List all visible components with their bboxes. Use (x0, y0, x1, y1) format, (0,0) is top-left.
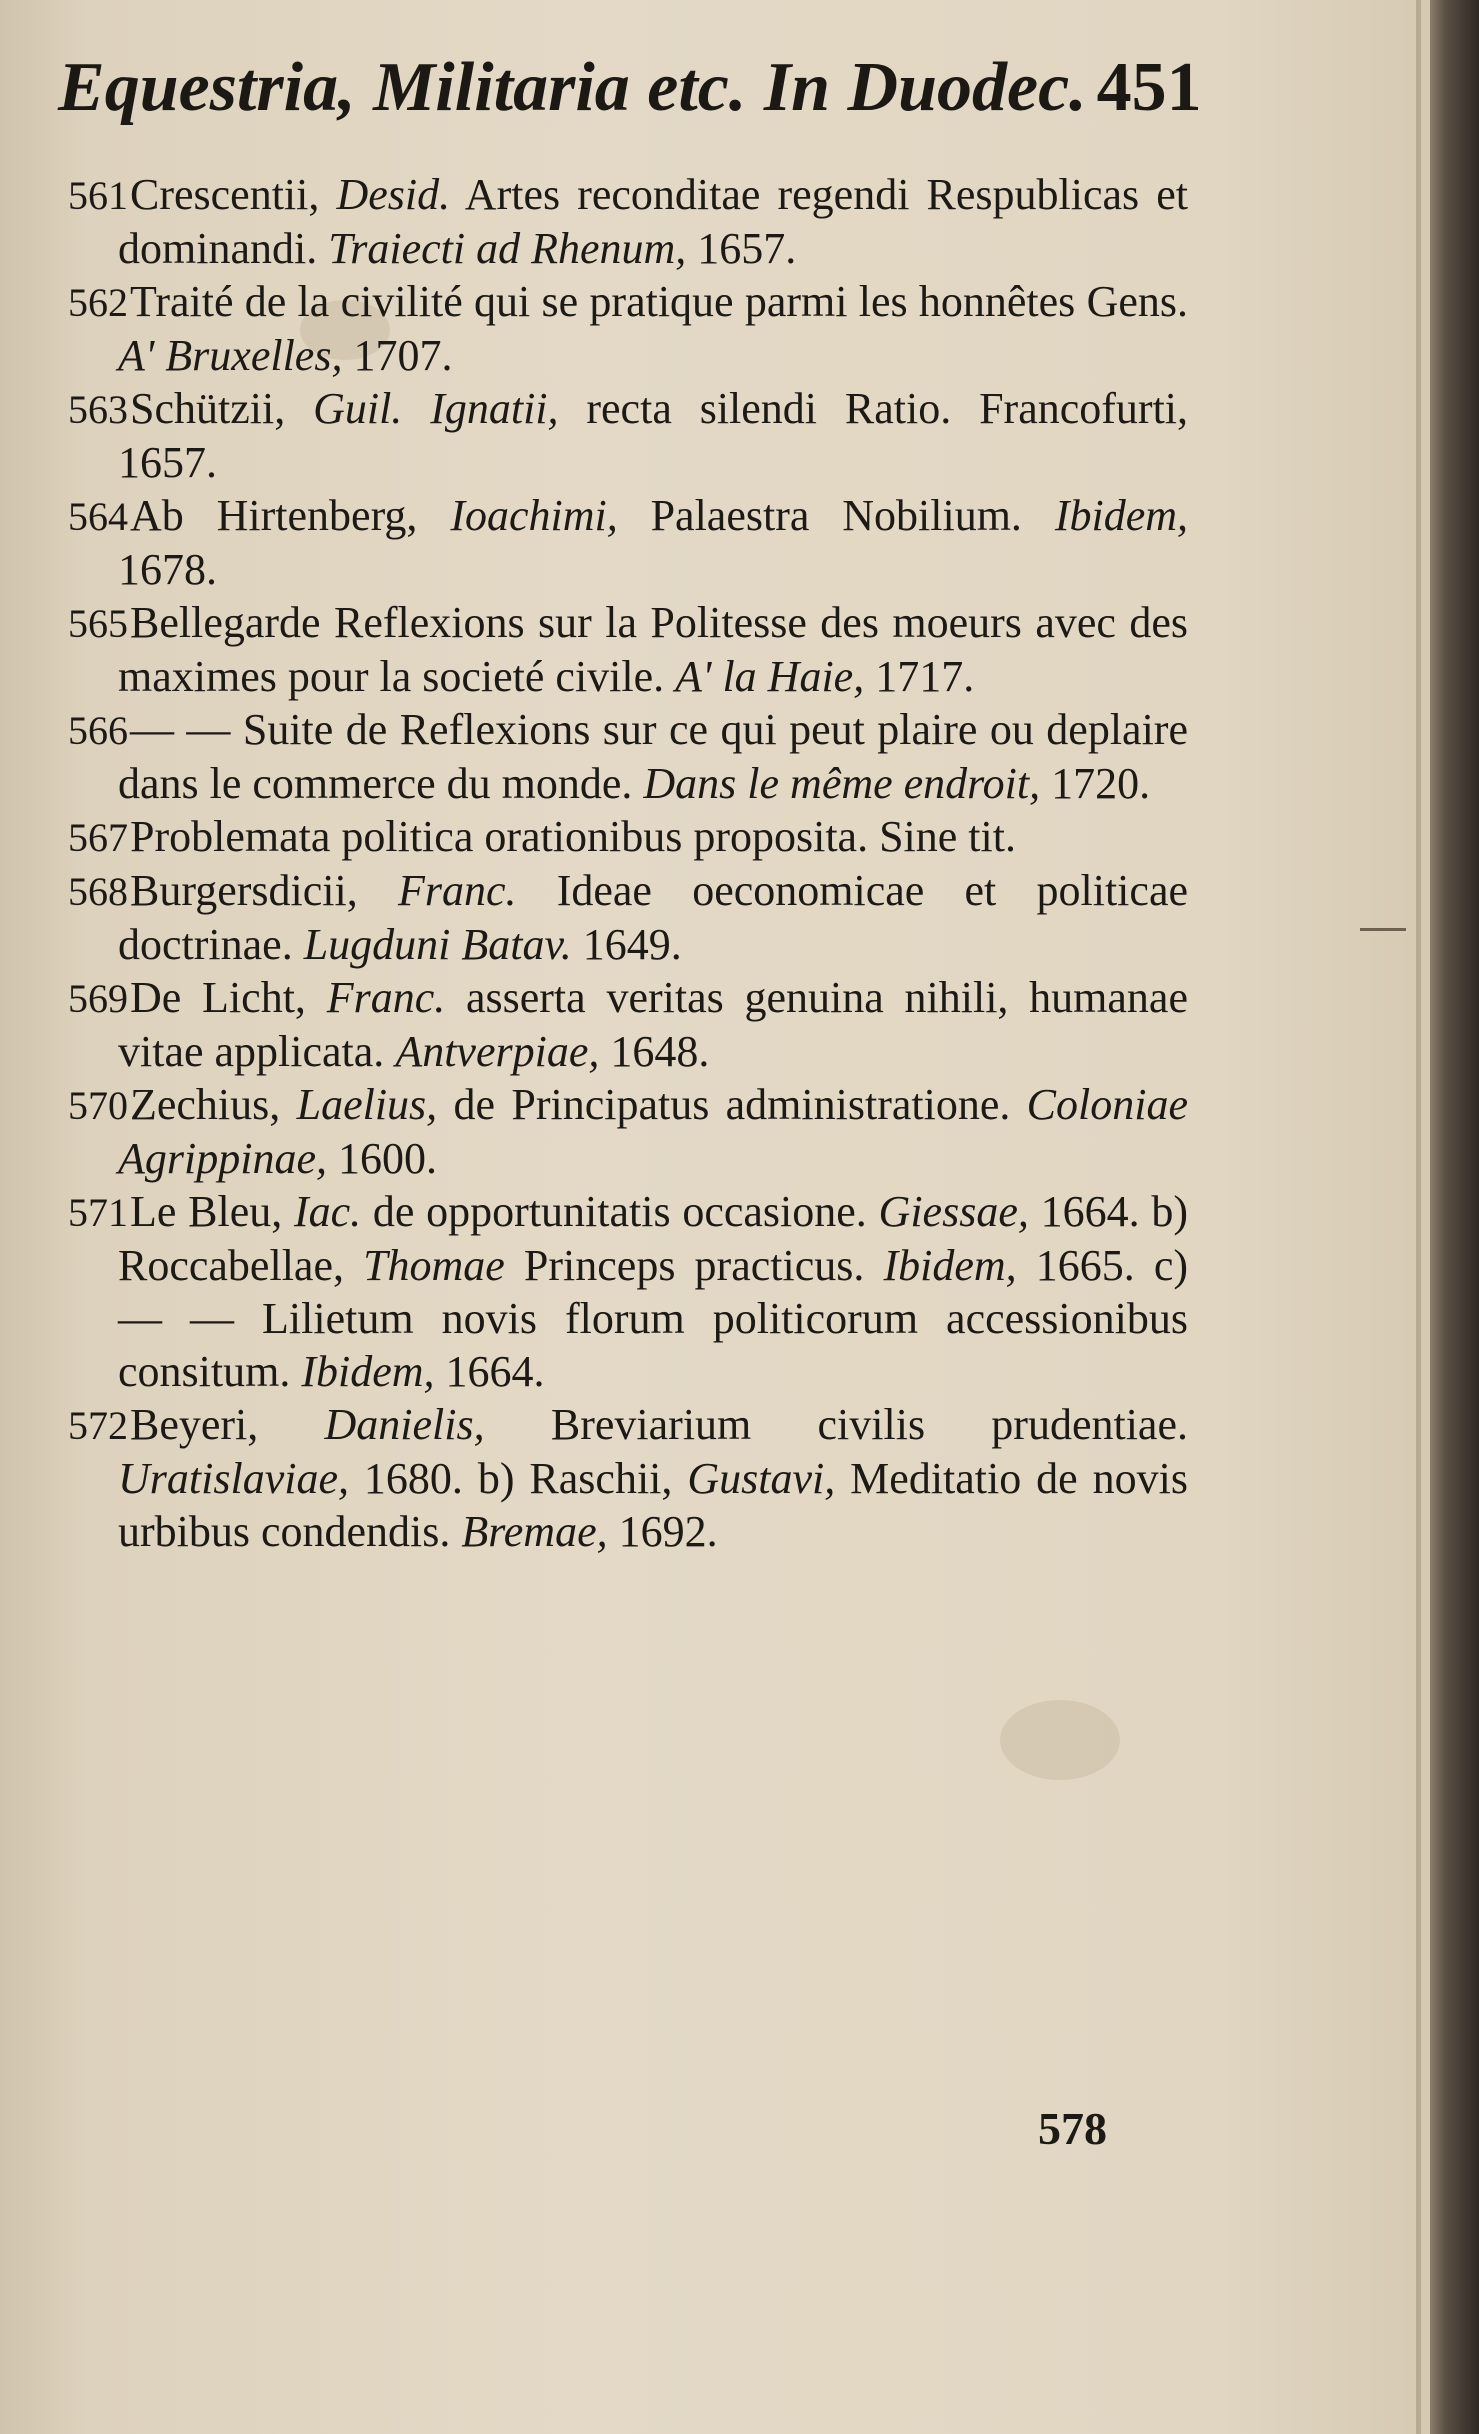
signature-mark: 578 (1038, 2103, 1107, 2154)
catalogue-entry: 569De Licht, Franc. asserta veritas genuina nihili, humanae vitae applicata. Antverpiae, 1648. (68, 973, 1188, 1076)
catalogue-entry: 564Ab Hirtenberg, Ioachimi, Palaestra Nobilium. Ibidem, 1678. (68, 491, 1188, 594)
catalogue-entry: 565Bellegarde Reflexions sur la Politesse des moeurs avec des maximes pour la societé civile. A' la Haie, 1717. (68, 598, 1188, 701)
margin-mark (1360, 928, 1406, 931)
page-gutter (1416, 0, 1421, 2434)
catalogue-entry: 570Zechius, Laelius, de Principatus administratione. Coloniae Agrippinae, 1600. (68, 1080, 1188, 1183)
catalogue-entry: 571Le Bleu, Iac. de opportunitatis occasione. Giessae, 1664. b) Roccabellae, Thomae Princeps practicus. Ibidem, 1665. c) — — Lilietum novis florum politicorum accessionibus consitum. Ibidem, 1664. (68, 1187, 1188, 1396)
catalogue-entry: 568Burgersdicii, Franc. Ideae oeconomicae et politicae doctrinae. Lugduni Batav. 1649. (68, 866, 1188, 969)
catalogue-entry: 566— — Suite de Reflexions sur ce qui peut plaire ou deplaire dans le commerce du monde. Dans le même endroit, 1720. (68, 705, 1188, 808)
catalogue-entry: 561Crescentii, Desid. Artes reconditae regendi Respublicas et dominandi. Traiecti ad Rhenum, 1657. (68, 170, 1188, 273)
catalogue-entry: 572Beyeri, Danielis, Breviarium civilis prudentiae. Uratislaviae, 1680. b) Raschii, Gustavi, Meditatio de novis urbibus condendis. Bremae, 1692. (68, 1400, 1188, 1556)
catalogue-entry: 562Traité de la civilité qui se pratique parmi les honnêtes Gens. A' Bruxelles, 1707. (68, 277, 1188, 380)
catalogue-entry: 563Schützii, Guil. Ignatii, recta silendi Ratio. Francofurti, 1657. (68, 384, 1189, 487)
running-head (58, 48, 1202, 128)
page-edge (1430, 0, 1479, 2434)
page-number: 451 (1096, 49, 1202, 126)
paper-stain (1000, 1700, 1120, 1780)
running-head-title: Equestria, Militaria etc. In Duodec. (58, 49, 1087, 126)
catalogue-entry: 567Problemata politica orationibus proposita. Sine tit. (68, 812, 1016, 861)
catalogue-entries (68, 168, 1188, 1558)
